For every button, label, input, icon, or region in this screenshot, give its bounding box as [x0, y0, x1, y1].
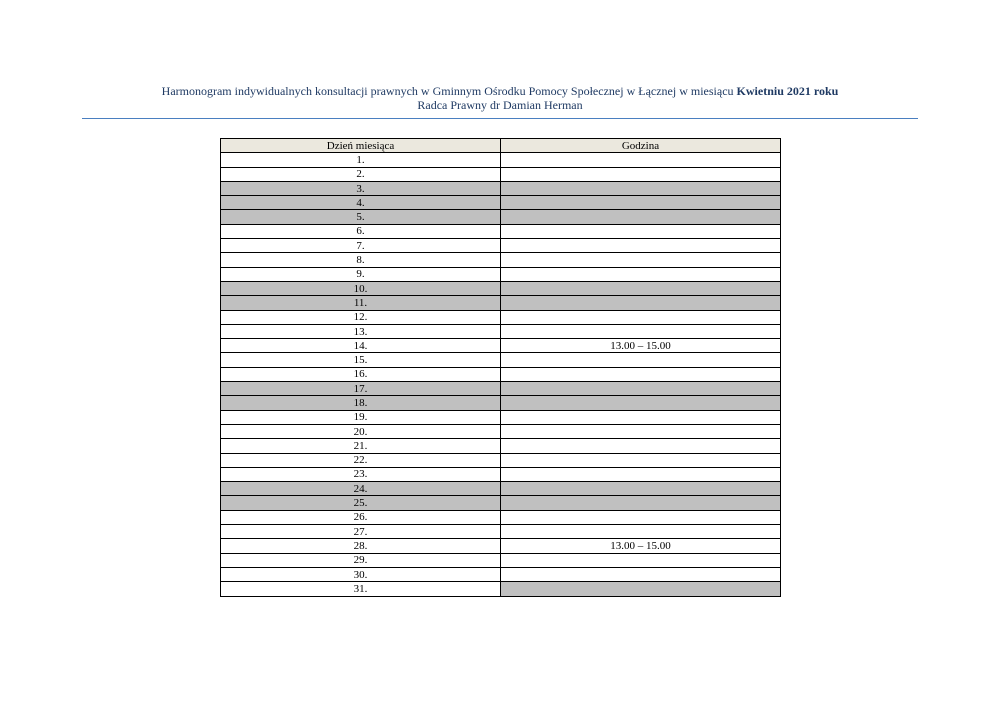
table-row — [221, 539, 781, 553]
day-cell: 9. — [221, 267, 501, 281]
table-row — [221, 567, 781, 581]
table-row — [221, 339, 781, 353]
table-row — [221, 410, 781, 424]
day-cell: 30. — [221, 567, 501, 581]
time-cell — [501, 582, 781, 596]
day-cell: 16. — [221, 367, 501, 381]
table-row — [221, 224, 781, 238]
table-row — [221, 382, 781, 396]
time-cell — [501, 239, 781, 253]
table-row — [221, 153, 781, 167]
time-cell — [501, 382, 781, 396]
time-cell — [501, 224, 781, 238]
time-cell — [501, 367, 781, 381]
day-cell: 20. — [221, 424, 501, 438]
day-cell: 19. — [221, 410, 501, 424]
time-cell — [501, 267, 781, 281]
table-row — [221, 167, 781, 181]
table-row — [221, 453, 781, 467]
time-cell — [501, 525, 781, 539]
table-row — [221, 253, 781, 267]
column-header-time: Godzina — [501, 139, 781, 153]
time-cell — [501, 567, 781, 581]
day-cell: 22. — [221, 453, 501, 467]
day-cell: 3. — [221, 181, 501, 195]
day-cell: 6. — [221, 224, 501, 238]
table-row — [221, 296, 781, 310]
table-row — [221, 310, 781, 324]
time-cell — [501, 353, 781, 367]
day-cell: 18. — [221, 396, 501, 410]
time-cell: 13.00 – 15.00 — [501, 539, 781, 553]
day-cell: 14. — [221, 339, 501, 353]
day-cell: 5. — [221, 210, 501, 224]
day-cell: 11. — [221, 296, 501, 310]
time-cell — [501, 496, 781, 510]
table-row — [221, 196, 781, 210]
time-cell — [501, 482, 781, 496]
table-row — [221, 467, 781, 481]
time-cell — [501, 153, 781, 167]
day-cell: 27. — [221, 525, 501, 539]
document-title — [82, 84, 918, 98]
day-cell: 31. — [221, 582, 501, 596]
day-cell: 15. — [221, 353, 501, 367]
table-row — [221, 210, 781, 224]
table-row — [221, 324, 781, 338]
day-cell: 8. — [221, 253, 501, 267]
time-cell — [501, 553, 781, 567]
time-cell — [501, 253, 781, 267]
document-header — [82, 84, 918, 112]
time-cell — [501, 324, 781, 338]
table-row — [221, 510, 781, 524]
time-cell — [501, 453, 781, 467]
time-cell: 13.00 – 15.00 — [501, 339, 781, 353]
table-row — [221, 496, 781, 510]
time-cell — [501, 424, 781, 438]
table-row — [221, 239, 781, 253]
title-text: Harmonogram indywidualnych konsultacji prawnych w Gminnym Ośrodku Pomocy Społecznej w Łącznej w miesiącu — [161, 84, 737, 98]
time-cell — [501, 281, 781, 295]
table-row — [221, 281, 781, 295]
table-row — [221, 267, 781, 281]
table-row — [221, 367, 781, 381]
day-cell: 25. — [221, 496, 501, 510]
day-cell: 28. — [221, 539, 501, 553]
time-cell — [501, 296, 781, 310]
day-cell: 21. — [221, 439, 501, 453]
column-header-day: Dzień miesiąca — [221, 139, 501, 153]
table-header-row — [221, 139, 781, 153]
time-cell — [501, 310, 781, 324]
time-cell — [501, 439, 781, 453]
table-row — [221, 582, 781, 596]
time-cell — [501, 510, 781, 524]
day-cell: 24. — [221, 482, 501, 496]
document-subtitle: Radca Prawny dr Damian Herman — [417, 98, 583, 112]
header-divider — [82, 118, 918, 119]
day-cell: 2. — [221, 167, 501, 181]
day-cell: 13. — [221, 324, 501, 338]
table-row — [221, 553, 781, 567]
time-cell — [501, 396, 781, 410]
time-cell — [501, 210, 781, 224]
title-month: Kwietniu 2021 roku — [736, 84, 839, 98]
time-cell — [501, 181, 781, 195]
table-row — [221, 396, 781, 410]
day-cell: 26. — [221, 510, 501, 524]
table-body — [221, 153, 781, 596]
table-row — [221, 181, 781, 195]
day-cell: 4. — [221, 196, 501, 210]
time-cell — [501, 410, 781, 424]
time-cell — [501, 167, 781, 181]
day-cell: 17. — [221, 382, 501, 396]
day-cell: 7. — [221, 239, 501, 253]
table-row — [221, 525, 781, 539]
time-cell — [501, 467, 781, 481]
schedule-table — [220, 138, 781, 597]
day-cell: 1. — [221, 153, 501, 167]
day-cell: 12. — [221, 310, 501, 324]
day-cell: 29. — [221, 553, 501, 567]
table-row — [221, 439, 781, 453]
day-cell: 10. — [221, 281, 501, 295]
time-cell — [501, 196, 781, 210]
day-cell: 23. — [221, 467, 501, 481]
table-row — [221, 424, 781, 438]
table-row — [221, 482, 781, 496]
table-row — [221, 353, 781, 367]
